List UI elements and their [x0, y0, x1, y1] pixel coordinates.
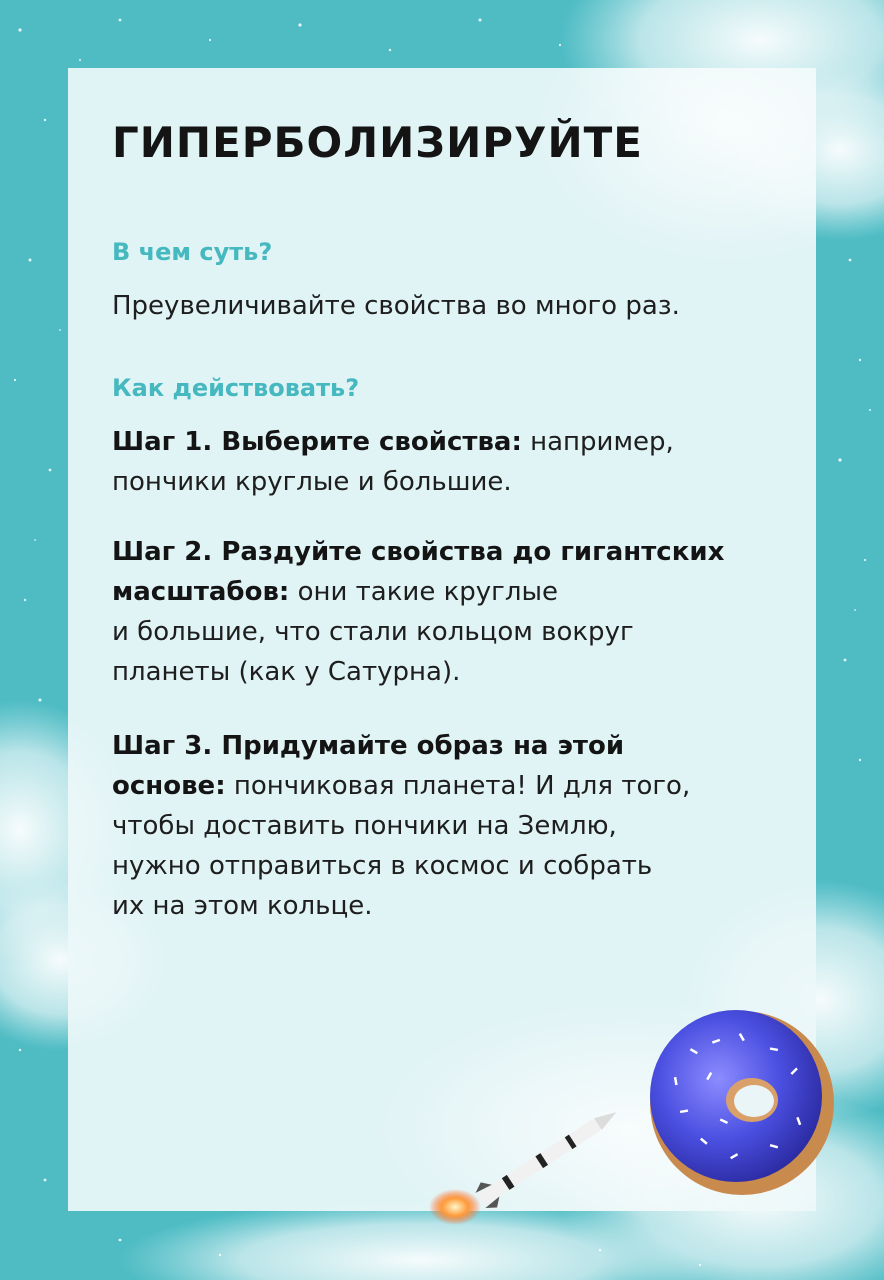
step-heading: Шаг 2. Раздуйте свойства до гигантских: [112, 537, 725, 567]
step-line: их на этом кольце.: [112, 891, 373, 921]
section-question: Как действовать?: [112, 374, 360, 402]
page-title: ГИПЕРБОЛИЗИРУЙТЕ: [112, 118, 643, 167]
step-line: планеты (как у Сатурна).: [112, 657, 461, 687]
rocket-icon: [429, 1100, 625, 1225]
step-line: пончики круглые и большие.: [112, 467, 512, 497]
step-line: чтобы доставить пончики на Землю,: [112, 811, 617, 841]
step-heading: основе:: [112, 771, 226, 801]
step-heading: Шаг 1. Выберите свойства:: [112, 427, 522, 457]
step-text: они такие круглые: [289, 577, 558, 607]
step-line: и большие, что стали кольцом вокруг: [112, 617, 634, 647]
step-text: пончиковая планета! И для того,: [225, 771, 691, 801]
section-text: Преувеличивайте свойства во много раз.: [112, 291, 680, 321]
step-text: например,: [521, 427, 674, 457]
step-line: нужно отправиться в космос и собрать: [112, 851, 653, 881]
step-heading: Шаг 3. Придумайте образ на этой: [112, 731, 625, 761]
section-question: В чем суть?: [112, 238, 273, 266]
step-heading: масштабов:: [112, 577, 290, 607]
donut-planet-icon: [650, 1010, 834, 1195]
